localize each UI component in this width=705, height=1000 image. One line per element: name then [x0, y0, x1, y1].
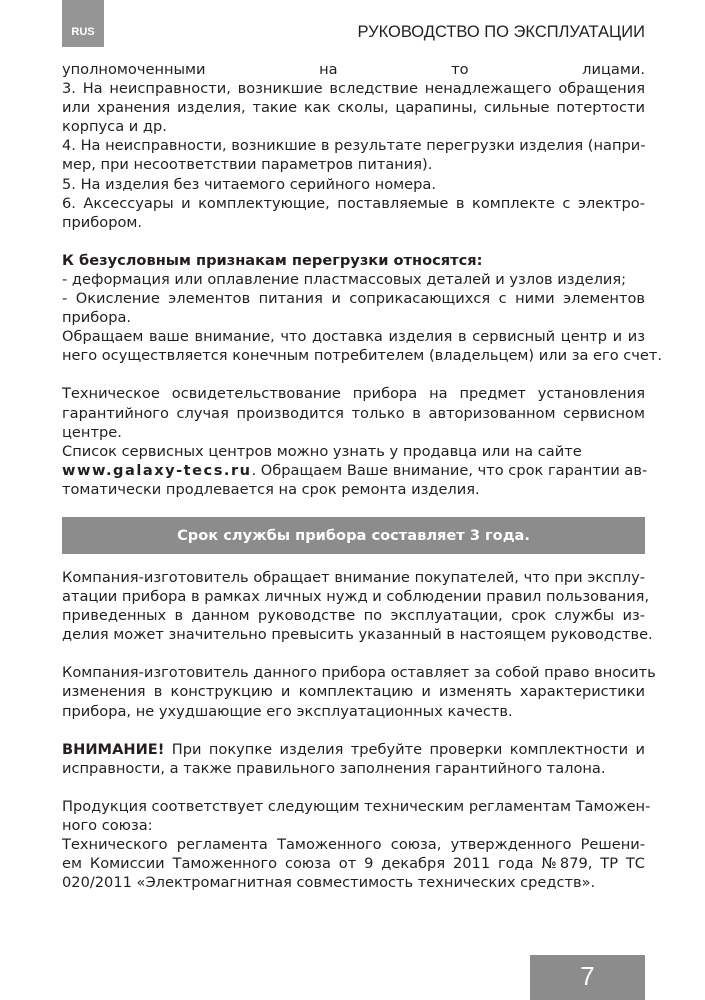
text-line: прибора.	[62, 309, 132, 327]
text-line: - Окисление элементов питания и соприкасающихся с ними элементов	[62, 290, 645, 308]
text-line: 4. На неисправности, возникшие в результате перегрузки изделия (напри-	[62, 137, 646, 155]
text-line: - деформация или оплавление пластмассовых деталей и узлов изделия;	[62, 270, 627, 288]
text-line: него осуществляется конечным потребителем (владельцем) или за его счет.	[62, 347, 663, 365]
page-number: 7	[580, 961, 595, 991]
service-paragraph-end: томатически продлевается на срок ремонта изделия.	[62, 480, 480, 498]
text-line: 5. На изделия без читаемого серийного номера.	[62, 175, 436, 193]
attention-line	[62, 740, 645, 759]
document-body	[62, 60, 663, 892]
text-line: 3. На неисправности, возникшие вследствие ненадлежащего обращения	[62, 80, 645, 98]
text-line: Список сервисных центров можно узнать у продавца или на сайте	[62, 442, 582, 460]
language-label: RUS	[71, 26, 95, 38]
language-tab	[62, 0, 104, 47]
text-line: изменения в конструкцию и комплектацию и изменять характеристики	[62, 683, 645, 701]
overload-heading: К безусловным признакам перегрузки относятся:	[62, 251, 483, 269]
text-line: Обращаем ваше внимание, что доставка изделия в сервисный центр и из	[62, 328, 645, 346]
changes-paragraph	[62, 663, 656, 720]
site-sentence: . Обращаем Ваше внимание, что срок гарантии ав-	[251, 461, 648, 479]
text-line: атации прибора в рамках личных нужд и соблюдении правил пользования,	[62, 588, 650, 606]
overload-signs	[62, 270, 663, 365]
text-line: приведенных в данном руководстве по эксплуатации, срок службы из-	[62, 607, 645, 625]
exclusions-list	[62, 60, 645, 232]
text-line: Компания-изготовитель обращает внимание покупателей, что при эксплу-	[62, 568, 645, 586]
text-line: или хранения изделия, такие как сколы, царапины, сильные потертости	[62, 99, 645, 117]
service-paragraph	[62, 384, 645, 460]
text-line: Продукция соответствует следующим техническим регламентам Таможен-	[62, 797, 651, 815]
text-line: ем Комиссии Таможенного союза от 9 декабря 2011 года №879, ТР ТС	[62, 855, 645, 873]
text-line: корпуса и др.	[62, 118, 167, 136]
attention-text: При покупке изделия требуйте проверки комплектности и	[164, 740, 645, 758]
text-line: центре.	[62, 423, 122, 441]
text-line: делия может значительно превысить указанный в настоящем руководстве.	[62, 626, 653, 644]
website-link[interactable]: www.galaxy-tecs.ru	[62, 461, 252, 479]
attention-line-2: исправности, а также правильного заполнения гарантийного талона.	[62, 759, 606, 777]
page-header-title: РУКОВОДСТВО ПО ЭКСПЛУАТАЦИИ	[357, 23, 645, 41]
text-line: прибора, не ухудшающие его эксплуатационных качеств.	[62, 702, 513, 720]
text-line: уполномоченными на то лицами.	[62, 61, 645, 78]
text-line: гарантийного случая производится только в авторизованном сервисном	[62, 404, 645, 422]
attention-label: ВНИМАНИЕ!	[62, 740, 165, 758]
text-line: 6. Аксессуары и комплектующие, поставляемые в комплекте с электро-	[62, 194, 645, 212]
service-life-banner: Срок службы прибора составляет 3 года.	[62, 517, 645, 554]
text-line: Техническое освидетельствование прибора на предмет установления	[62, 385, 645, 403]
text-line: прибором.	[62, 213, 143, 231]
regulations-paragraph	[62, 797, 651, 892]
text-line: мер, при несоответствии параметров питания).	[62, 156, 433, 174]
service-life-paragraph	[62, 568, 653, 644]
page-number-box	[530, 955, 645, 1000]
text-line: 020/2011 «Электромагнитная совместимость технических средств».	[62, 874, 596, 892]
text-line: Технического регламента Таможенного союза, утвержденного Решени-	[62, 836, 645, 853]
text-line: Компания-изготовитель данного прибора оставляет за собой право вносить	[62, 664, 656, 682]
text-line: ного союза:	[62, 816, 153, 834]
